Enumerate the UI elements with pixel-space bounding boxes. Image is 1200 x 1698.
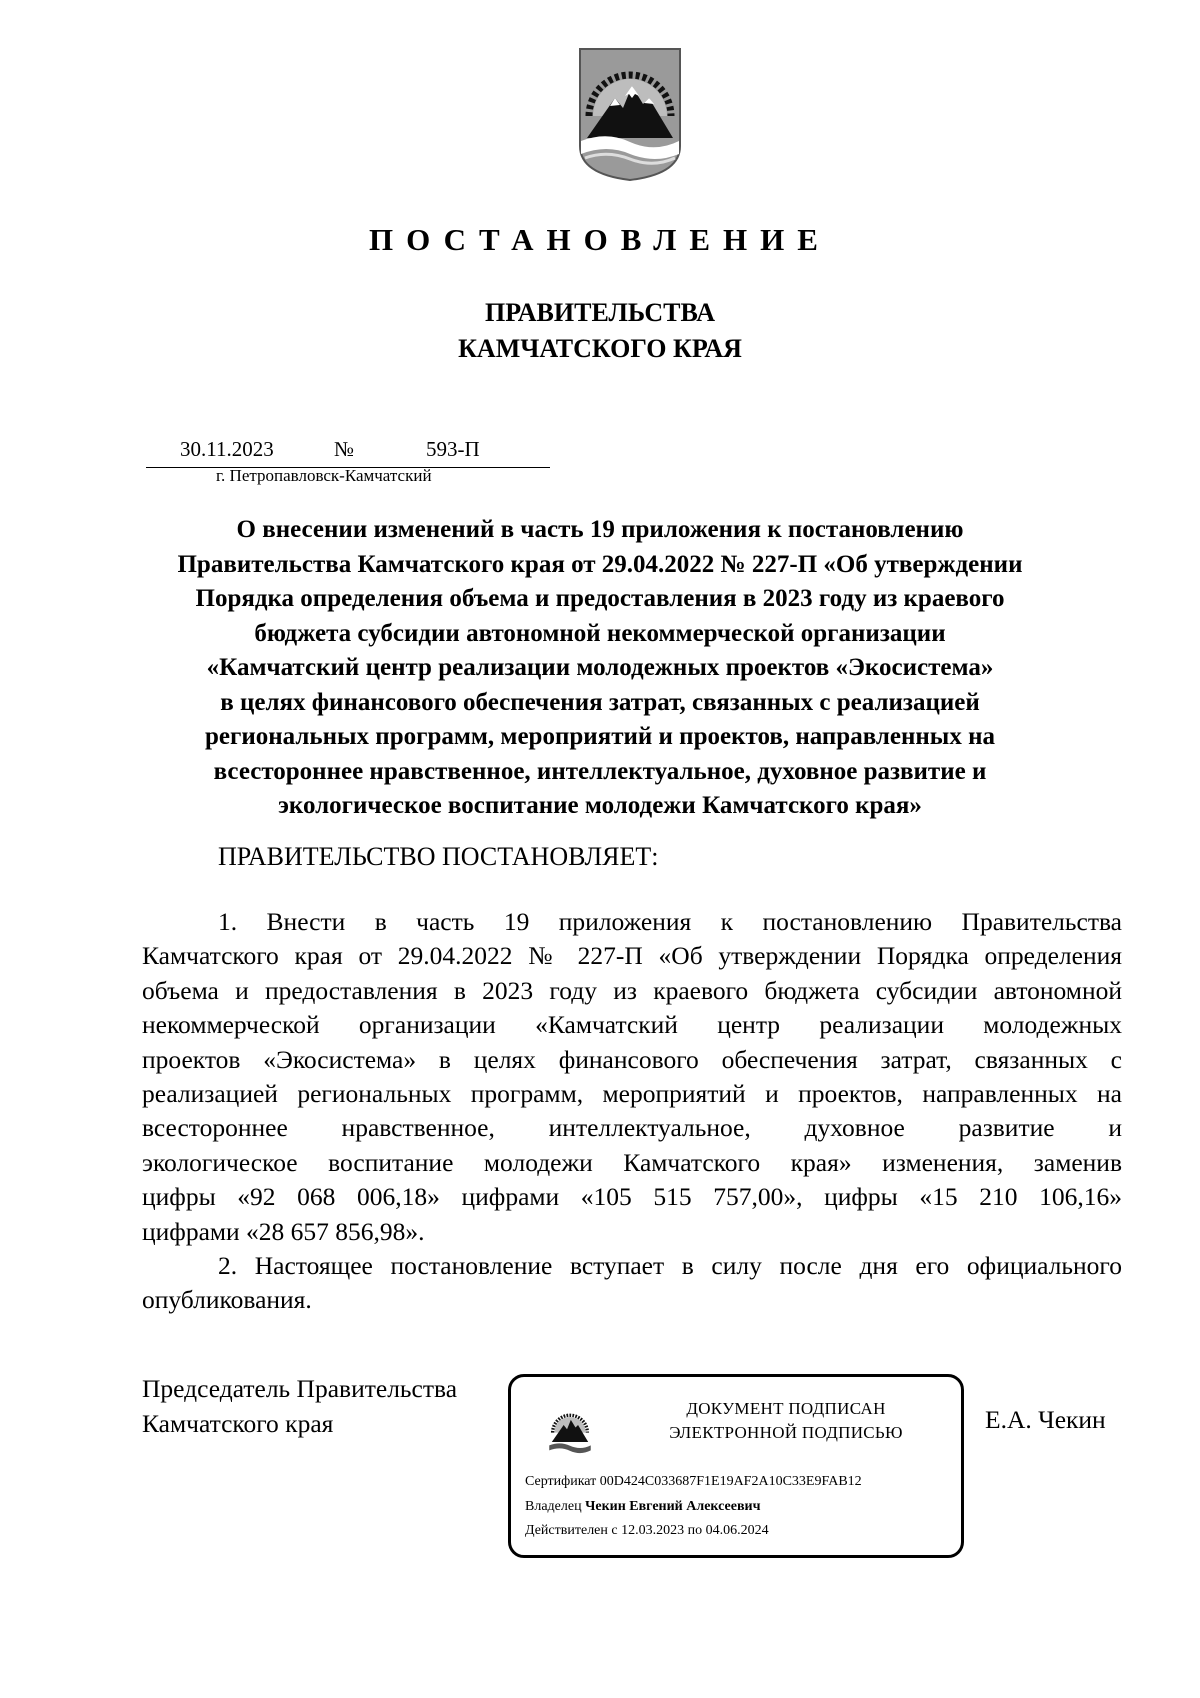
number-sign: № <box>334 437 355 461</box>
issuing-authority <box>0 295 1200 367</box>
decree-intro: ПРАВИТЕЛЬСТВО ПОСТАНОВЛЯЕТ: <box>218 842 659 871</box>
owner-row <box>525 1499 760 1515</box>
valid-from: 12.03.2023 <box>621 1523 685 1538</box>
signatory-name: Е.А. Чекин <box>985 1405 1106 1434</box>
body-line: Камчатского края от 29.04.2022 № 227-П «Об утверждении Порядка определения <box>142 941 1122 971</box>
position-line: Камчатского края <box>142 1409 334 1438</box>
subject-line: региональных программ, мероприятий и проектов, направленных на <box>205 723 995 750</box>
subject-line: Правительства Камчатского края от 29.04.2022 № 227-П «Об утверждении <box>177 550 1023 578</box>
subject-line: всестороннее нравственное, интеллектуальное, духовное развитие и <box>213 757 987 785</box>
body-line: некоммерческой организации «Камчатский центр реализации молодежных <box>142 1010 1122 1040</box>
body-line: 2. Настоящее постановление вступает в силу после дня его официального <box>218 1251 1122 1281</box>
owner-value: Чекин Евгений Алексеевич <box>585 1499 761 1514</box>
stamp-title <box>611 1397 961 1445</box>
body-line: экологическое воспитание молодежи Камчатского края» изменения, заменив <box>142 1147 1122 1177</box>
body-line: 1. Внести в часть 19 приложения к постановлению Правительства <box>218 907 1122 936</box>
authority-line: КАМЧАТСКОГО КРАЯ <box>458 334 742 363</box>
certificate-row <box>525 1474 862 1490</box>
stamp-title-line: ДОКУМЕНТ ПОДПИСАН <box>686 1399 886 1418</box>
body-line: цифры «92 068 006,18» цифрами «105 515 757,00», цифры «15 210 106,16» <box>142 1182 1122 1212</box>
valid-to: 04.06.2024 <box>705 1523 769 1538</box>
date-number-line <box>146 437 550 468</box>
stamp-emblem-icon <box>547 1403 593 1461</box>
body-line: опубликования. <box>142 1285 312 1315</box>
coat-of-arms-emblem <box>577 46 683 183</box>
subject-line: О внесении изменений в часть 19 приложения к постановлению <box>236 516 964 543</box>
body-line: всестороннее нравственное, интеллектуальное, духовное развитие и <box>142 1113 1122 1143</box>
body-line: проектов «Экосистема» в целях финансового обеспечения затрат, связанных с <box>142 1044 1122 1074</box>
position-line: Председатель Правительства <box>142 1374 458 1403</box>
valid-to-label: по <box>687 1523 703 1538</box>
document-type-heading: ПОСТАНОВЛЕНИЕ <box>369 222 831 257</box>
subject-line: «Камчатский центр реализации молодежных проектов «Экосистема» <box>206 654 994 681</box>
electronic-signature-stamp <box>508 1374 964 1558</box>
decree-body <box>142 905 1122 1318</box>
subject-line: Порядка определения объема и предоставления в 2023 году из краевого <box>195 585 1005 612</box>
issue-city: г. Петропавловск-Камчатский <box>216 466 432 485</box>
subject-line: в целях финансового обеспечения затрат, связанных с реализацией <box>220 688 980 716</box>
document-date: 30.11.2023 <box>180 437 274 461</box>
subject-line: бюджета субсидии автономной некоммерческой организации <box>254 619 946 647</box>
certificate-value: 00D424C033687F1E19AF2A10C33E9FAB12 <box>599 1474 862 1489</box>
owner-label: Владелец <box>525 1499 582 1514</box>
authority-line: ПРАВИТЕЛЬСТВА <box>485 298 715 327</box>
validity-label: Действителен с <box>525 1523 618 1538</box>
document-subject <box>140 513 1060 824</box>
stamp-title-line: ЭЛЕКТРОННОЙ ПОДПИСЬЮ <box>669 1423 903 1442</box>
validity-row <box>525 1523 769 1539</box>
body-line: реализацией региональных программ, мероприятий и проектов, направленных на <box>142 1079 1122 1109</box>
document-number: 593-П <box>426 437 480 461</box>
signatory-position <box>142 1371 457 1441</box>
body-line: объема и предоставления в 2023 году из краевого бюджета субсидии автономной <box>142 975 1122 1005</box>
certificate-label: Сертификат <box>525 1474 597 1489</box>
subject-line: экологическое воспитание молодежи Камчатского края» <box>278 792 922 819</box>
body-line: цифрами «28 657 856,98». <box>142 1216 425 1246</box>
